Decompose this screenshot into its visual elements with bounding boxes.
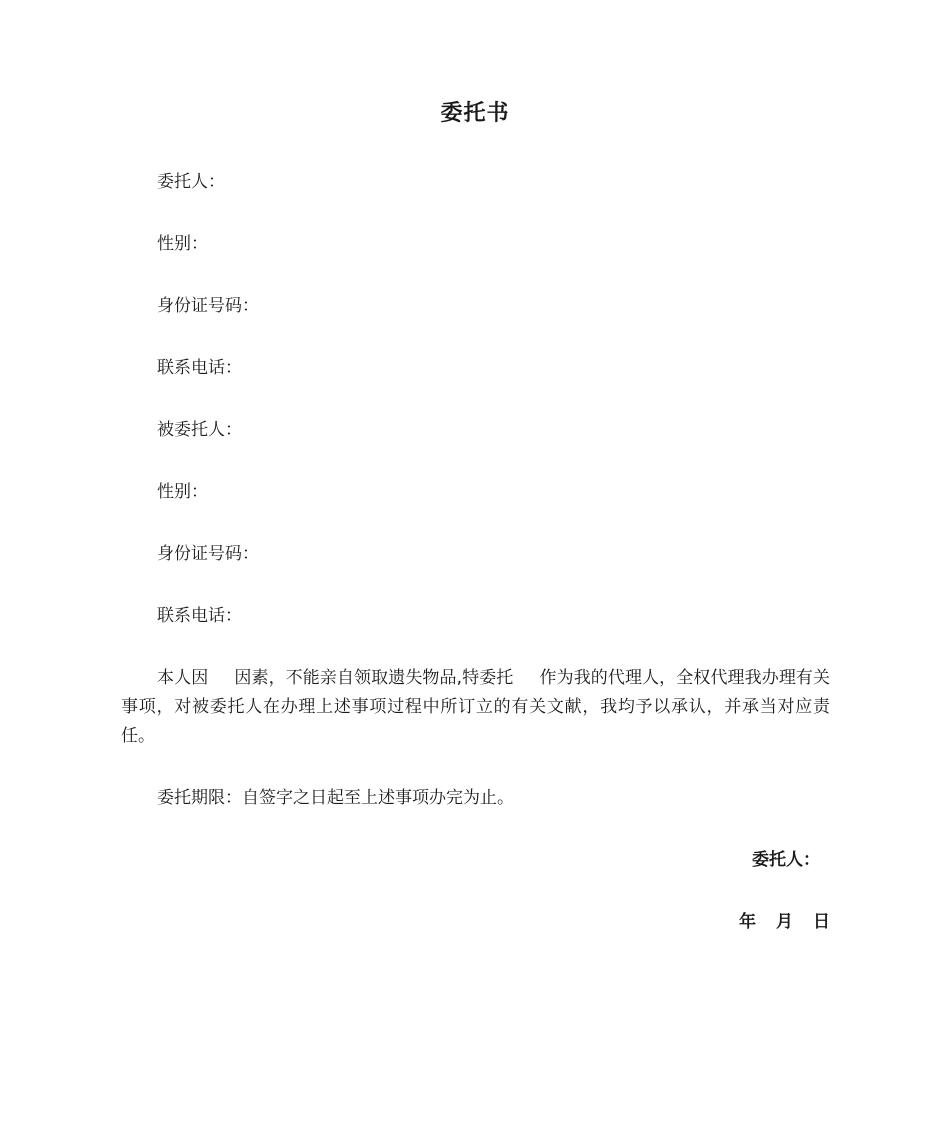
date-year: 年 <box>739 912 756 932</box>
signature-label: 委托人： <box>752 850 820 870</box>
agent-name-label: 被委托人： <box>157 420 242 440</box>
principal-gender-label: 性别： <box>157 234 208 254</box>
signature-date <box>739 910 830 934</box>
statement-part-3: 作为我的代理人，全权代理我办理有关事项，对被委托人在办理上述事项过程中所订立的有关文献，我均予以承认，并承当对应责任。 <box>121 668 831 746</box>
agent-gender-label: 性别： <box>157 482 208 502</box>
delegation-statement <box>121 664 830 751</box>
statement-part-1: 本人因 <box>157 668 209 688</box>
date-day: 日 <box>813 912 830 932</box>
document-title: 委托书 <box>440 101 510 126</box>
principal-name-label: 委托人： <box>157 172 225 192</box>
agent-id-label: 身份证号码： <box>157 544 259 564</box>
principal-id-label: 身份证号码： <box>157 296 259 316</box>
date-month: 月 <box>776 912 793 932</box>
agent-phone-label: 联系电话： <box>157 606 242 626</box>
delegation-term: 委托期限：自签字之日起至上述事项办完为止。 <box>157 788 514 808</box>
principal-phone-label: 联系电话： <box>157 358 242 378</box>
statement-part-2: 因素，不能亲自领取遗失物品,特委托 <box>234 668 514 688</box>
